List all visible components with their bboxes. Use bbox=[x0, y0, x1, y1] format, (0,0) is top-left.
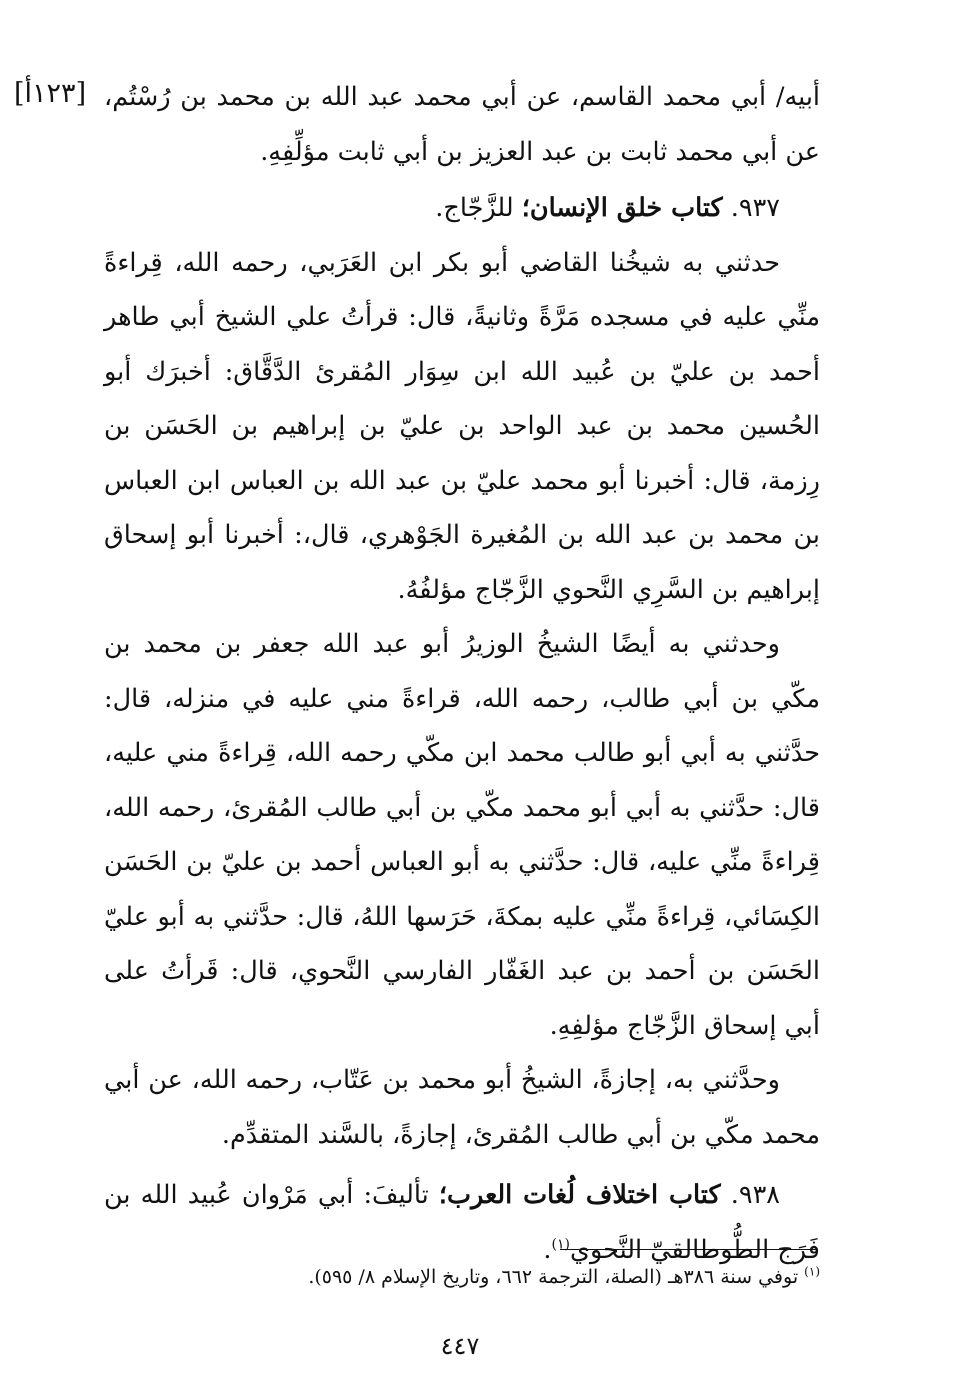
entry-number: ٩٣٧. bbox=[730, 193, 780, 223]
entry-end-punctuation: . bbox=[543, 1234, 552, 1265]
entry-title: كتاب اختلاف لُغات العرب؛ bbox=[438, 1180, 721, 1210]
entry-author: للزَّجّاج. bbox=[435, 193, 514, 223]
manuscript-folio-reference: [١٢٣أ] bbox=[14, 78, 87, 109]
entry-937-heading bbox=[104, 181, 820, 236]
chain-of-transmission-paragraph: وحدَّثني به، إجازةً، الشيخُ أبو محمد بن عَتّاب، رحمه الله، عن أبي محمد مكّي بن أبي طالب المُقرئ، إجازةً، بالسَّند المتقدِّم. bbox=[104, 1065, 820, 1150]
footnote bbox=[230, 1262, 820, 1292]
entry-title: كتاب خلق الإنسان؛ bbox=[521, 193, 723, 223]
footnote-number: (١) bbox=[804, 1264, 820, 1279]
entry-number: ٩٣٨. bbox=[730, 1180, 780, 1210]
chain-of-transmission-paragraph: وحدثني به أيضًا الشيخُ الوزيرُ أبو عبد الله جعفر بن محمد بن مكّي بن أبي طالب، رحمه الله، قراءةً مني عليه في منزله، قال: حدَّثني به أبي أبو طالب محمد ابن مكّي رحمه الله، قِراءةً مني عليه، قال: حدَّثني به أبي أبو محمد مكّي بن أبي طالب المُقرئ، رحمه الله، قِراءةً منِّي عليه، قال: حدَّثني به أبو العباس أحمد بن عليّ بن الحَسَن الكِسَائي، قِراءةً منِّي عليه بمكةَ، حَرَسها اللهُ، قال: حدَّثني به أبو عليّ الحَسَن بن أحمد بن عبد الغَفّار الفارسي النَّحوي، قال: قَرأتُ على أبي إسحاق الزَّجّاج مؤلفِهِ. bbox=[104, 629, 820, 1041]
footnote-separator bbox=[560, 1249, 818, 1250]
footnote-text: توفي سنة ٣٨٦هـ (الصلة، الترجمة ٦٦٢، وتاريخ الإسلام ٨/ ٥٩٥). bbox=[308, 1266, 799, 1288]
main-text-block bbox=[104, 70, 820, 1277]
chain-of-transmission-paragraph: حدثني به شيخُنا القاضي أبو بكر ابن العَرَبي، رحمه الله، قِراءةً منِّي عليه في مسجده مَرَّةً وثانيةً، قال: قرأتُ علي الشيخ أبي طاهر أحمد بن عليّ بن عُبيد الله ابن سِوَار المُقرئ الدَّقَّاق: أخبرَك أبو الحُسين محمد بن عبد الواحد بن عليّ بن إبراهيم بن الحَسَن بن رِزمة، قال: أخبرنا أبو محمد عليّ بن عبد الله بن العباس ابن العباس بن محمد بن عبد الله بن المُغيرة الجَوْهري، قال،: أخبرنا أبو إسحاق إبراهيم بن السَّرِي النَّحوي الزَّجّاج مؤلفُهُ. bbox=[104, 247, 821, 605]
entry-938-heading bbox=[104, 1168, 820, 1277]
footnote-marker: (١) bbox=[551, 1236, 570, 1252]
entry-author: تأليفَ: أبي مَرْوان عُبيد الله بن فَرَج الطُّوطالقيّ النَّحوي bbox=[104, 1180, 820, 1265]
page-number: ٤٤٧ bbox=[440, 1332, 480, 1360]
continuation-paragraph: أبيه/ أبي محمد القاسم، عن أبي محمد عبد الله بن محمد بن رُسْتُم، عن أبي محمد ثابت بن عبد العزيز بن أبي ثابت مؤلِّفِهِ. bbox=[104, 82, 820, 167]
